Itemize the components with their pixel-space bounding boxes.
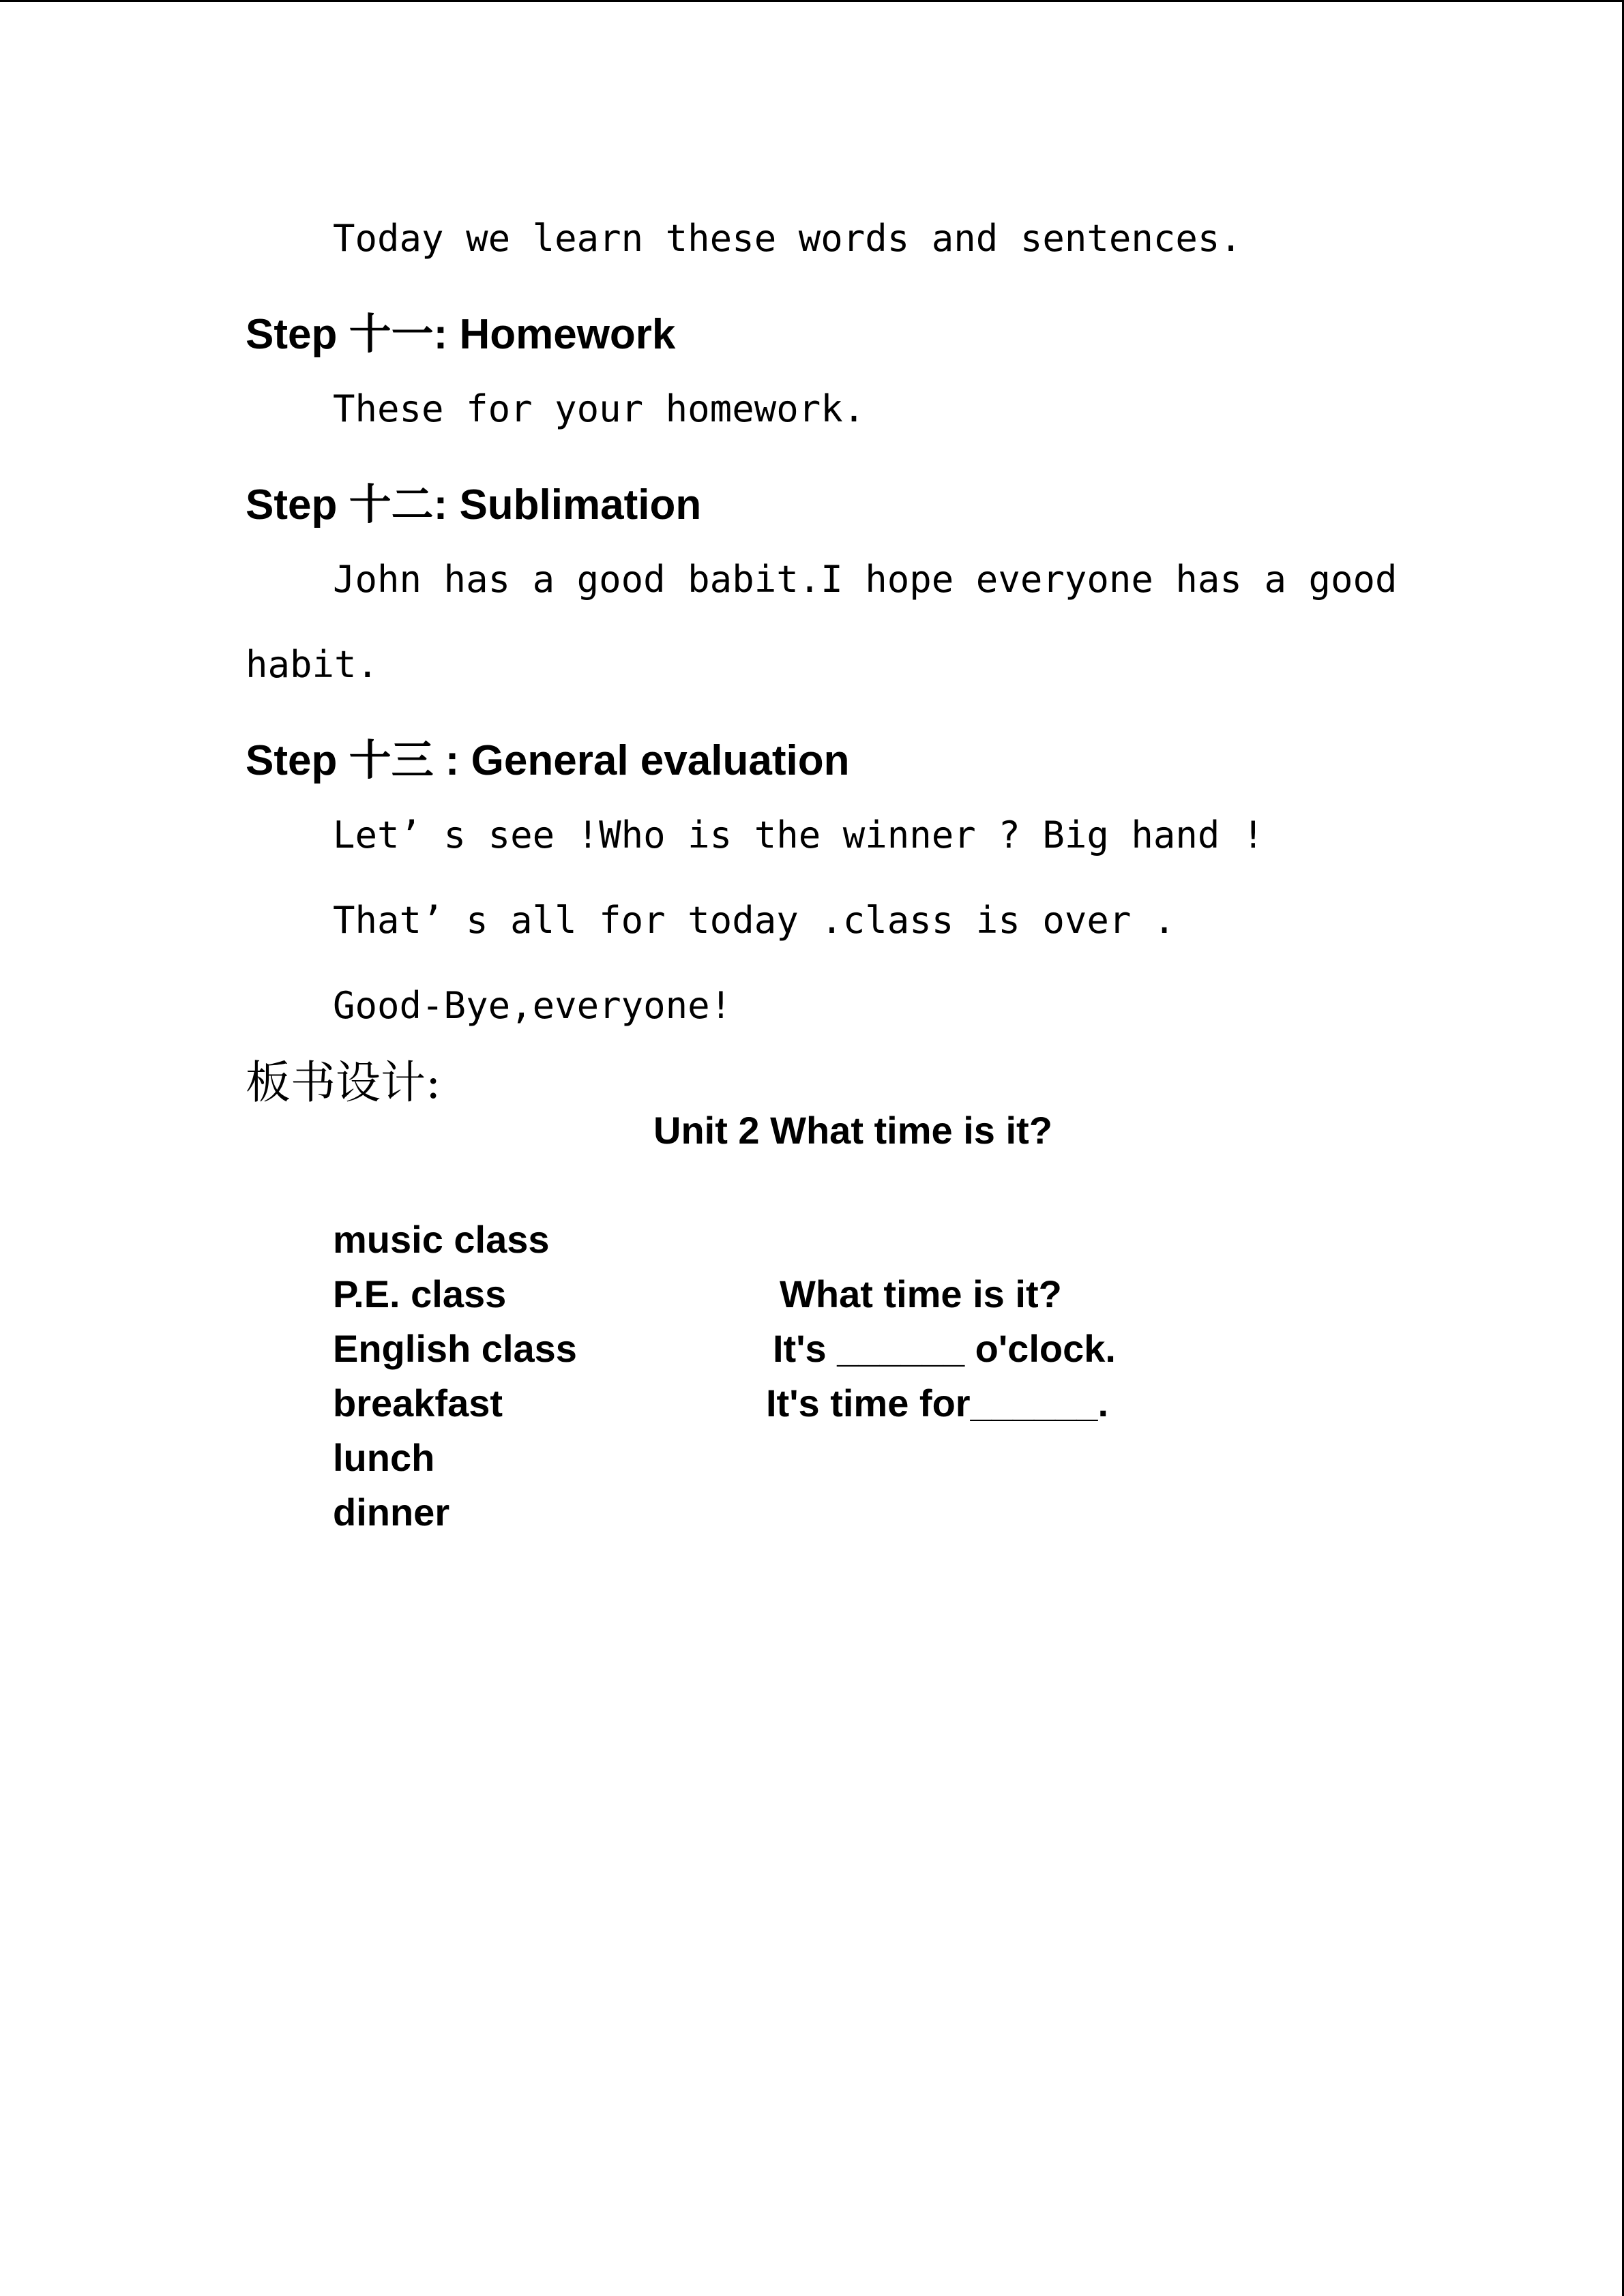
step-twelve-heading: Step 十二: Sublimation — [246, 481, 702, 528]
body-line-goodbye: Good-Bye,everyone! — [333, 984, 733, 1027]
step-thirteen-heading: Step 十三 : General evaluation — [246, 737, 850, 784]
body-line-homework: These for your homework. — [333, 387, 866, 430]
body-line-winner: Let’ s see !Who is the winner ? Big hand ! — [333, 814, 1265, 856]
body-line-class-over: That’ s all for today .class is over . — [333, 899, 1176, 942]
board-word: breakfast — [333, 1382, 503, 1425]
board-title: Unit 2 What time is it? — [653, 1109, 1052, 1152]
body-line-sublimation-cont: habit. — [246, 643, 379, 686]
board-sentence: It's time for______. — [766, 1382, 1109, 1425]
board-word: P.E. class — [333, 1272, 507, 1315]
board-design-label: 板书设计: — [246, 1056, 441, 1109]
body-line-sublimation: John has a good babit.I hope everyone has a good — [333, 558, 1398, 601]
board-word: dinner — [333, 1491, 450, 1534]
board-sentence: What time is it? — [780, 1272, 1062, 1315]
board-word: music class — [333, 1218, 550, 1261]
board-sentence: It's ______ o'clock. — [773, 1327, 1116, 1370]
step-eleven-heading: Step 十一: Homework — [246, 311, 676, 358]
board-word: lunch — [333, 1436, 435, 1479]
board-word: English class — [333, 1327, 577, 1370]
body-line-today: Today we learn these words and sentences. — [333, 217, 1242, 260]
